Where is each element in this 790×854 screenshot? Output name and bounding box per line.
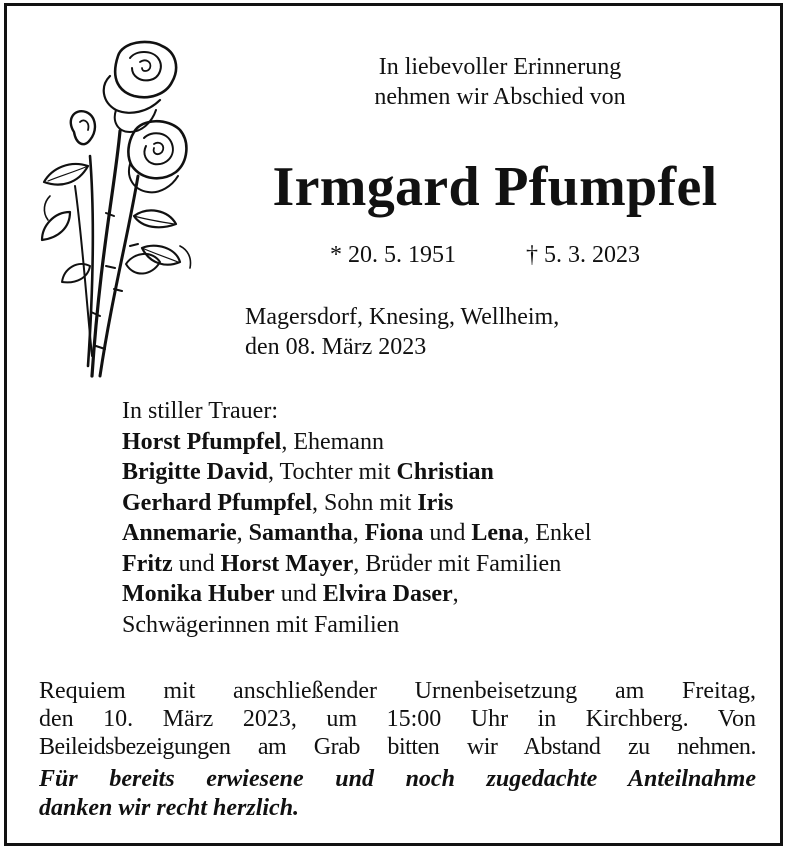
mourner-relation: , Brüder mit Familien: [353, 550, 562, 577]
place-line: Magersdorf, Knesing, Wellheim,: [245, 304, 560, 330]
intro-line-2: nehmen wir Abschied von: [374, 84, 626, 110]
birth-date: * 20. 5. 1951: [330, 242, 456, 268]
mourner-relation: und: [423, 520, 472, 546]
mourner-relation: und: [274, 581, 323, 607]
mourner-name: Brigitte David: [122, 459, 268, 485]
mourner-row: [122, 579, 591, 610]
mourner-relation: , Ehemann: [281, 428, 384, 455]
mourner-relation: ,: [352, 520, 365, 546]
mourners-block: [122, 396, 591, 640]
mourner-name: Monika Huber: [122, 581, 275, 607]
mourner-relation: und: [172, 550, 221, 577]
requiem-line-1: Requiem mit anschließender Urnenbeisetzung am Freitag,: [39, 678, 756, 704]
mourner-row: [122, 549, 591, 580]
mourner-row: [122, 427, 591, 458]
mourner-row: [122, 610, 591, 641]
requiem-line-2: den 10. März 2023, um 15:00 Uhr in Kirchberg. Von: [39, 706, 756, 732]
mourner-row: [122, 457, 591, 488]
mourners-heading: In stiller Trauer:: [122, 398, 278, 424]
mourner-name: Iris: [417, 489, 454, 516]
mourner-relation: , Enkel: [523, 520, 592, 546]
mourner-name: Elvira Daser: [322, 581, 453, 607]
mourners-list: [122, 427, 591, 641]
mourner-relation: Schwägerinnen mit Familien: [122, 611, 400, 638]
mourner-name: Fiona: [364, 520, 424, 546]
mourner-relation: ,: [236, 520, 249, 546]
mourner-relation: , Sohn mit: [311, 489, 418, 516]
mourner-name: Horst Mayer: [220, 550, 354, 577]
mourner-relation: , Tochter mit: [267, 459, 397, 485]
thanks-line-1: Für bereits erwiesene und noch zugedachte Anteilnahme: [39, 766, 756, 792]
mourner-row: [122, 518, 591, 549]
death-date: † 5. 3. 2023: [526, 242, 640, 268]
deceased-name: Irmgard Pfumpfel: [272, 156, 718, 218]
mourner-name: Christian: [396, 459, 494, 485]
mourner-row: [122, 488, 591, 519]
intro-line-1: In liebevoller Erinnerung: [378, 54, 622, 80]
rose-illustration-icon: [30, 36, 195, 381]
mourner-relation: ,: [452, 581, 459, 607]
mourner-name: Fritz: [122, 550, 173, 577]
mourner-name: Annemarie: [122, 520, 237, 546]
requiem-line-3: Beileidsbezeigungen am Grab bitten wir Abstand zu nehmen.: [39, 734, 756, 760]
mourner-name: Samantha: [248, 520, 353, 546]
date-line: den 08. März 2023: [245, 334, 427, 360]
thanks-line-2: danken wir recht herzlich.: [39, 795, 300, 821]
mourner-name: Lena: [471, 520, 524, 546]
mourner-name: Gerhard Pfumpfel: [122, 489, 312, 516]
mourner-name: Horst Pfumpfel: [122, 428, 282, 455]
